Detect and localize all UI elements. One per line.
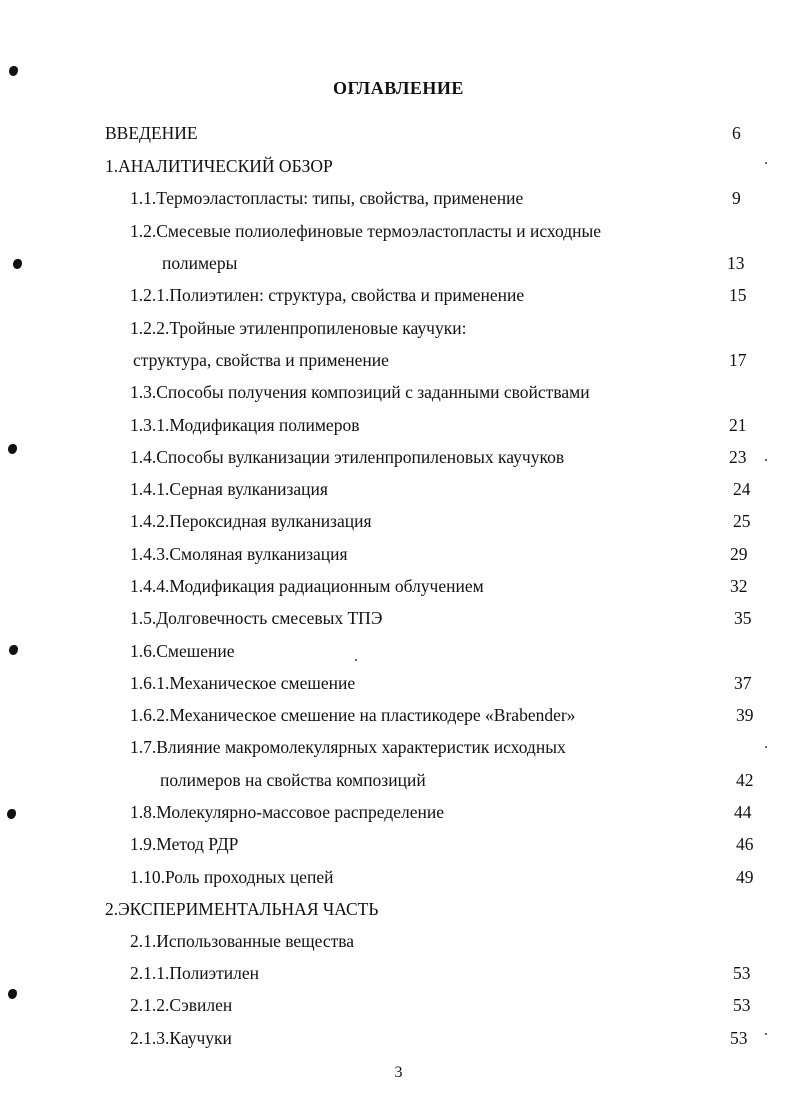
toc-entry — [0, 282, 797, 308]
toc-entry — [0, 670, 797, 696]
toc-entry-label: 1.8.Молекулярно-массовое распределение — [130, 802, 444, 822]
toc-entry-page: 17 — [729, 350, 747, 370]
toc-entry-page: 35 — [734, 608, 752, 628]
page-title: ОГЛАВЛЕНИЕ — [333, 78, 464, 98]
toc-entry-label: 1.4.2.Пероксидная вулканизация — [130, 511, 372, 531]
toc-entry — [0, 799, 797, 825]
toc-entry — [0, 1025, 797, 1051]
toc-entry-label: 1.2.Смесевые полиолефиновые термоэластопласты и исходные — [130, 221, 602, 241]
toc-entry — [0, 218, 797, 244]
toc-entry-page: 42 — [736, 770, 754, 790]
toc-entry — [0, 185, 797, 211]
toc-entry — [0, 444, 797, 470]
toc-entry-label: 1.4.Способы вулканизации этиленпропиленовых каучуков — [130, 447, 565, 467]
toc-entry — [0, 347, 797, 373]
toc-entry — [0, 573, 797, 599]
toc-entry-label: 1.3.Способы получения композиций с заданными свойствами — [130, 382, 590, 402]
toc-entry-label: 1.6.2.Механическое смешение на пластикодере «Brabender» — [130, 705, 576, 725]
toc-entry-page: 44 — [734, 802, 752, 822]
toc-entry — [0, 250, 797, 276]
toc-entry — [0, 412, 797, 438]
toc-entry-label: 2.1.1.Полиэтилен — [130, 963, 260, 983]
toc-entry-label: 1.2.1.Полиэтилен: структура, свойства и применение — [130, 285, 525, 305]
toc-entry-label: 1.6.Смешение — [130, 641, 235, 661]
toc-entry-page: 37 — [734, 673, 752, 693]
toc-entry-label: ВВЕДЕНИЕ — [105, 123, 198, 143]
toc-entry-page: 6 — [732, 123, 741, 143]
toc-entry — [0, 120, 797, 146]
toc-entry-label: 1.3.1.Модификация полимеров — [130, 415, 360, 435]
toc-entry-label: полимеров на свойства композиций — [160, 770, 426, 790]
toc-entry-page: 53 — [730, 1028, 748, 1048]
toc-entry-page: 24 — [733, 479, 751, 499]
toc-entry-label: 1.4.1.Серная вулканизация — [130, 479, 328, 499]
toc-entry-page: 13 — [727, 253, 745, 273]
toc-entry — [0, 605, 797, 631]
page-number: 3 — [394, 1064, 403, 1081]
toc-entry-label: 1.6.1.Механическое смешение — [130, 673, 356, 693]
toc-entry-page: 15 — [729, 285, 747, 305]
toc-entry-label: 2.1.2.Сэвилен — [130, 995, 233, 1015]
toc-entry-label: 2.1.3.Каучуки — [130, 1028, 232, 1048]
toc-entry — [0, 153, 797, 179]
toc-entry — [0, 638, 797, 664]
toc-entry-page: 23 — [729, 447, 747, 467]
toc-entry — [0, 734, 797, 760]
toc-entry-page: 25 — [733, 511, 751, 531]
toc-entry — [0, 767, 797, 793]
punch-hole-mark — [9, 66, 18, 76]
toc-entry-label: структура, свойства и применение — [133, 350, 389, 370]
toc-entry-page: 21 — [729, 415, 747, 435]
toc-entry-label: 1.1.Термоэластопласты: типы, свойства, применение — [130, 188, 524, 208]
toc-entry — [0, 476, 797, 502]
toc-entry-page: 9 — [732, 188, 741, 208]
toc-entry — [0, 702, 797, 728]
toc-entry-label: 1.4.3.Смоляная вулканизация — [130, 544, 348, 564]
toc-entry-label: 1.4.4.Модификация радиационным облучением — [130, 576, 484, 596]
toc-entry — [0, 379, 797, 405]
toc-entry-page: 29 — [730, 544, 748, 564]
toc-entry-label: 1.2.2.Тройные этиленпропиленовые каучуки: — [130, 318, 467, 338]
toc-entry-label: полимеры — [162, 253, 238, 273]
toc-entry — [0, 315, 797, 341]
toc-entry — [0, 992, 797, 1018]
toc-entry — [0, 928, 797, 954]
toc-entry-page: 49 — [736, 867, 754, 887]
toc-entry-label: 1.10.Роль проходных цепей — [130, 867, 334, 887]
toc-entry-page: 53 — [733, 963, 751, 983]
toc-entry-page: 39 — [736, 705, 754, 725]
toc-entry-label: 1.9.Метод РДР — [130, 834, 239, 854]
toc-entry-page: 32 — [730, 576, 748, 596]
toc-entry-label: 1.5.Долговечность смесевых ТПЭ — [130, 608, 383, 628]
toc-entry-label: 1.АНАЛИТИЧЕСКИЙ ОБЗОР — [105, 156, 333, 176]
toc-entry — [0, 864, 797, 890]
toc-entry-label: 2.ЭКСПЕРИМЕНТАЛЬНАЯ ЧАСТЬ — [105, 899, 379, 919]
toc-entry — [0, 960, 797, 986]
toc-entry — [0, 541, 797, 567]
toc-entry — [0, 831, 797, 857]
toc-entry — [0, 508, 797, 534]
toc-entry-label: 1.7.Влияние макромолекулярных характеристик исходных — [130, 737, 566, 757]
toc-entry-page: 53 — [733, 995, 751, 1015]
toc-entry-label: 2.1.Использованные вещества — [130, 931, 355, 951]
toc-entry-page: 46 — [736, 834, 754, 854]
toc-entry — [0, 896, 797, 922]
